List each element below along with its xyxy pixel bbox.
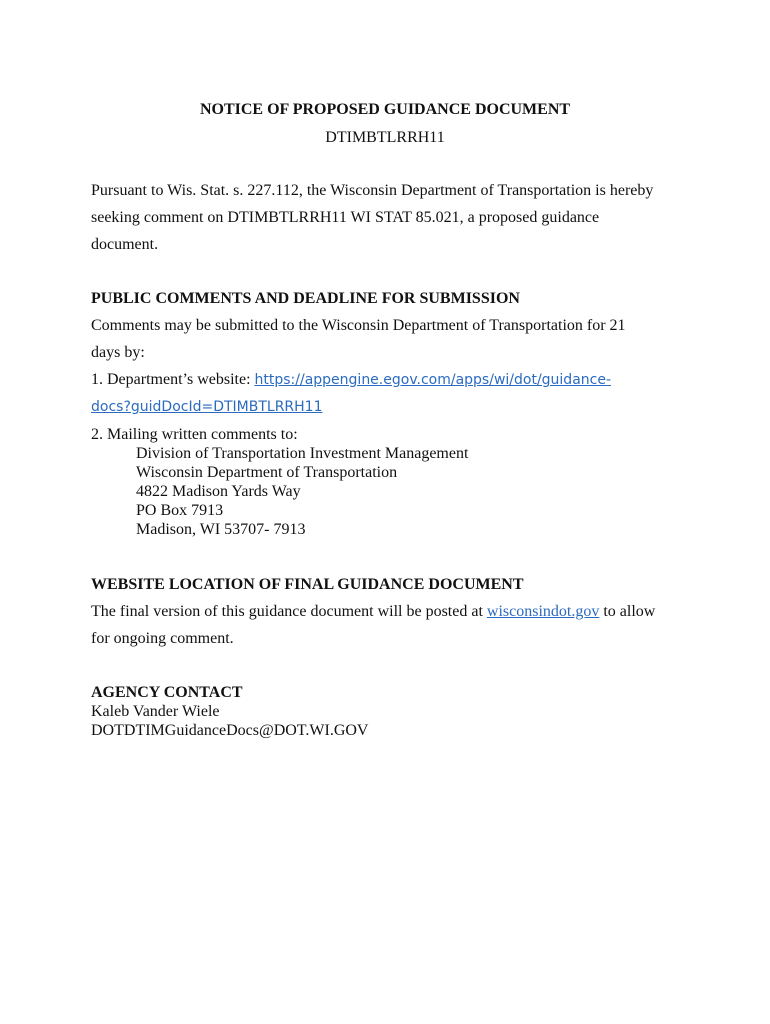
- contact-name: Kaleb Vander Wiele: [91, 703, 220, 720]
- document-title: NOTICE OF PROPOSED GUIDANCE DOCUMENT: [199, 101, 571, 118]
- agency-contact-heading: AGENCY CONTACT: [91, 684, 243, 701]
- comments-line-1: Comments may be submitted to the Wisconsin Department of Transportation for 21: [91, 317, 626, 334]
- wisconsindot-link[interactable]: wisconsindot.gov: [486, 603, 600, 620]
- final-version-suffix: to allow: [599, 603, 656, 620]
- website-link-continued[interactable]: docs?guidDocId=DTIMBTLRRH11: [91, 399, 323, 415]
- final-version-line: [91, 603, 655, 621]
- final-version-line-2: for ongoing comment.: [91, 630, 234, 647]
- intro-line-1: Pursuant to Wis. Stat. s. 227.112, the Wisconsin Department of Transportation is hereby: [91, 182, 654, 199]
- address-line: PO Box 7913: [136, 502, 224, 519]
- website-location-heading: WEBSITE LOCATION OF FINAL GUIDANCE DOCUMENT: [91, 576, 524, 593]
- mailing-label: 2. Mailing written comments to:: [91, 426, 298, 443]
- contact-email: DOTDTIMGuidanceDocs@DOT.WI.GOV: [91, 722, 369, 739]
- public-comments-heading: PUBLIC COMMENTS AND DEADLINE FOR SUBMISSION: [91, 290, 520, 307]
- final-version-text: The final version of this guidance document will be posted at: [91, 603, 487, 620]
- website-label: 1. Department’s website:: [91, 371, 255, 388]
- website-line: [91, 371, 611, 389]
- comments-line-2: days by:: [91, 344, 145, 361]
- intro-line-3: document.: [91, 236, 159, 253]
- address-line: Madison, WI 53707- 7913: [136, 521, 306, 538]
- address-line: Division of Transportation Investment Management: [136, 445, 469, 462]
- address-line: Wisconsin Department of Transportation: [136, 464, 398, 481]
- address-line: 4822 Madison Yards Way: [136, 483, 301, 500]
- document-id: DTIMBTLRRH11: [325, 129, 445, 146]
- intro-line-2: seeking comment on DTIMBTLRRH11 WI STAT 85.021, a proposed guidance: [91, 209, 600, 226]
- website-line-2: [91, 398, 323, 416]
- website-link[interactable]: https://appengine.egov.com/apps/wi/dot/guidance-: [254, 372, 612, 388]
